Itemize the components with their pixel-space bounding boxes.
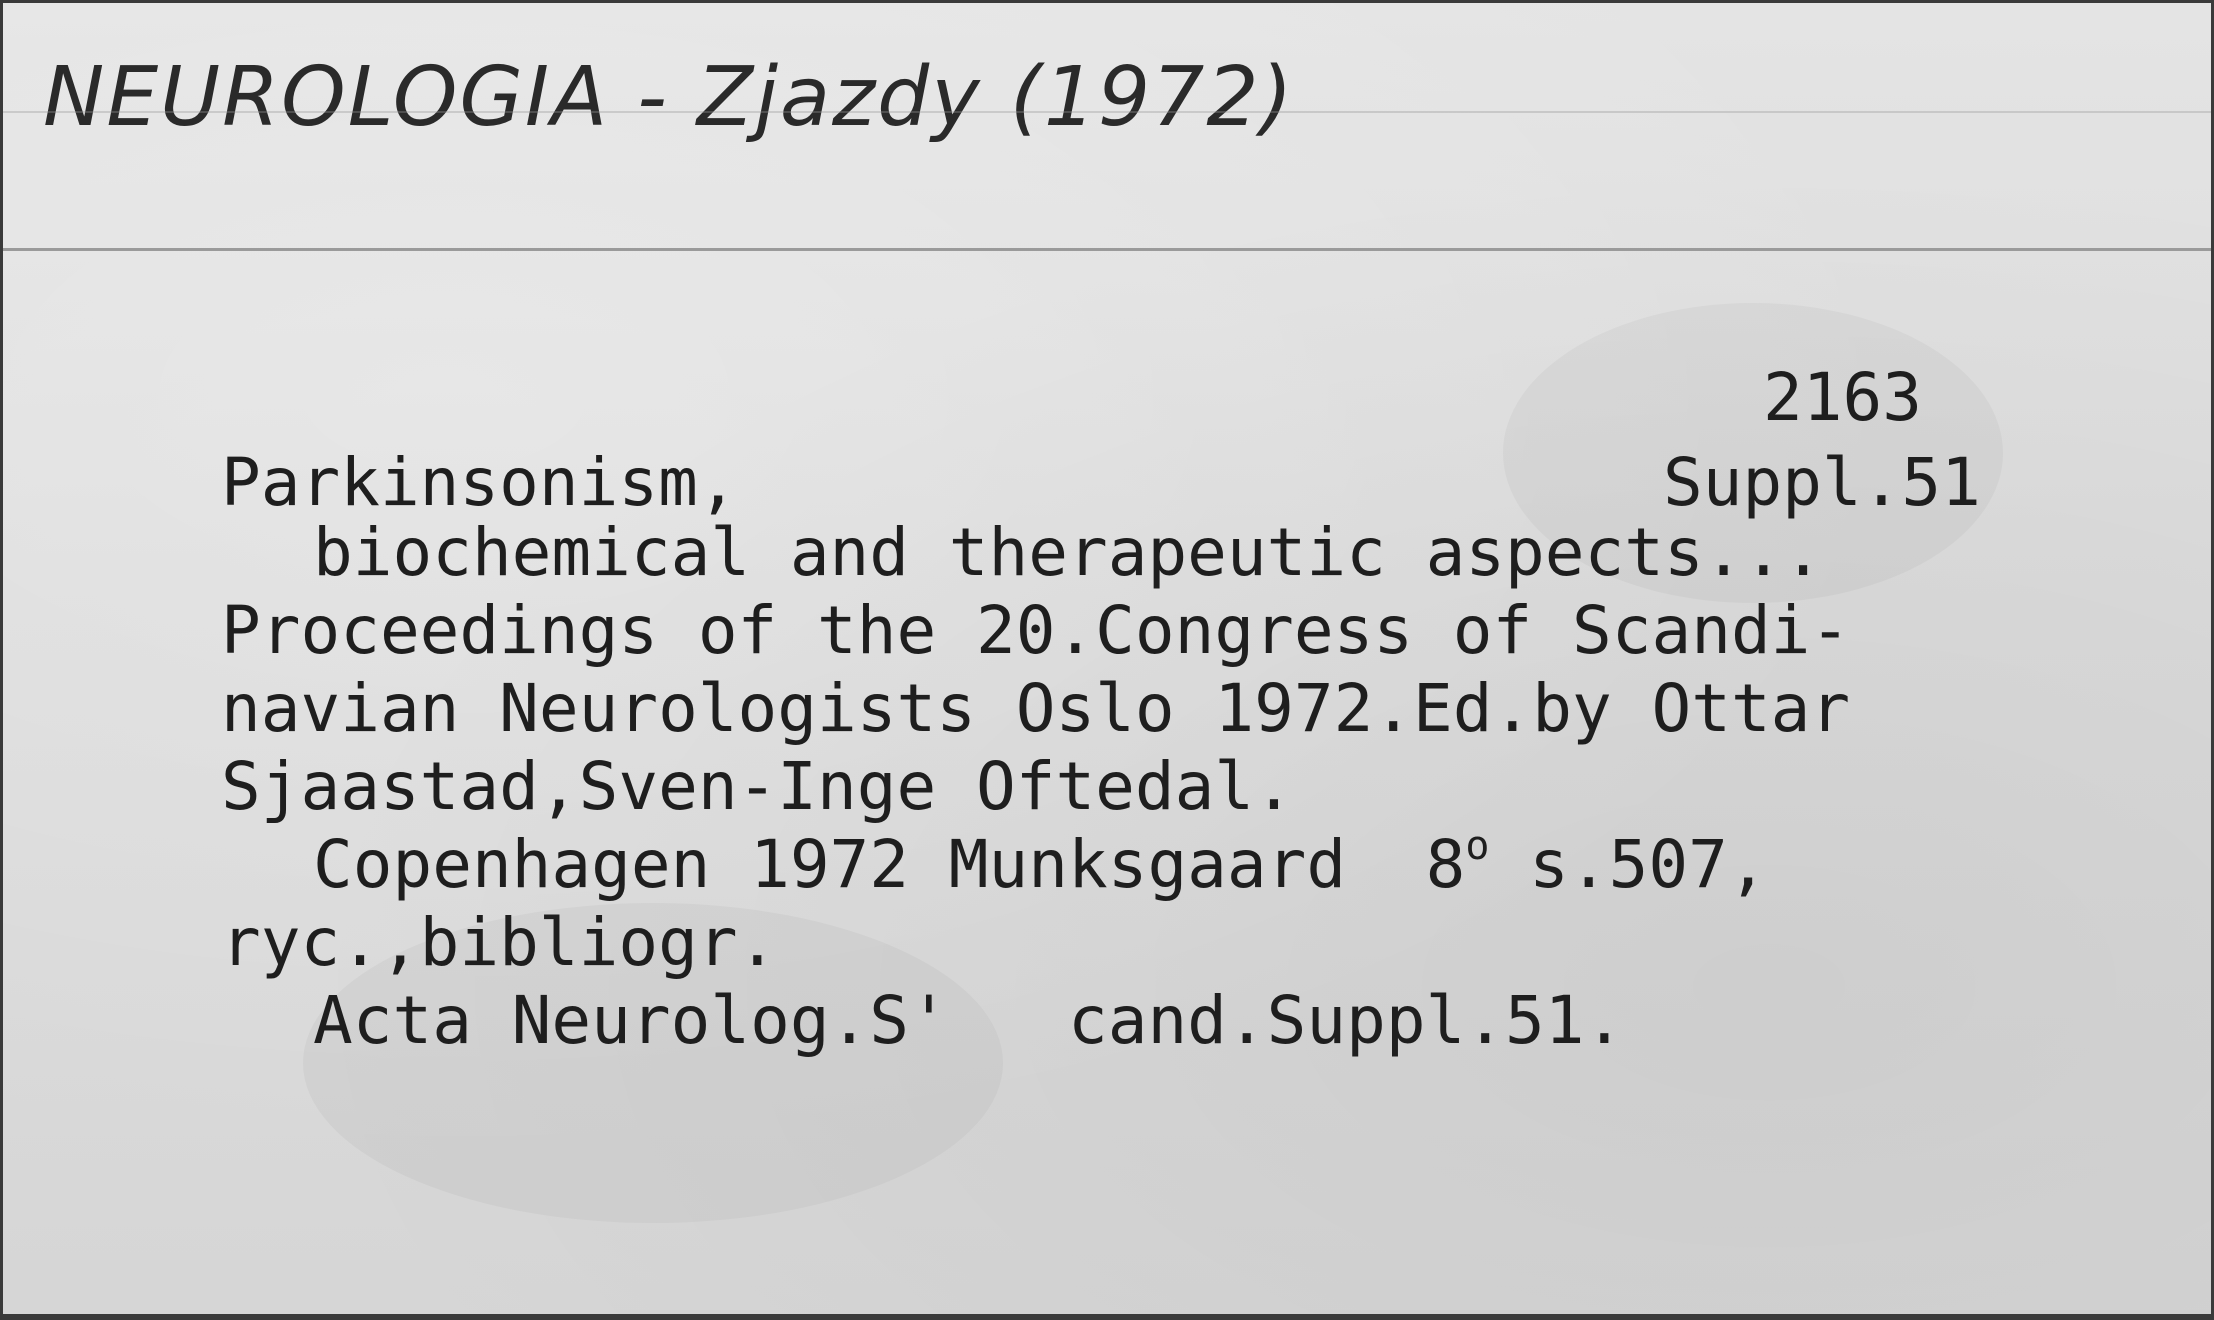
- entry-subtitle: biochemical and therapeutic aspects...: [313, 514, 1823, 591]
- bibliographic-entry: [3, 3, 2211, 1314]
- entry-line-proceedings: Proceedings of the 20.Congress of Scandi-: [221, 592, 1851, 669]
- format-degree: o: [1465, 823, 1490, 869]
- entry-line-congress: navian Neurologists Oslo 1972.Ed.by Ottar: [221, 670, 1851, 747]
- pagination: s.507,: [1489, 826, 1768, 903]
- series-reference: Suppl.51: [1663, 444, 1981, 521]
- imprint-line: [313, 825, 1768, 914]
- call-number: 2163: [1763, 359, 1922, 436]
- series-statement: Acta Neurolog.S' cand.Suppl.51.: [313, 982, 1625, 1059]
- imprint-text: Copenhagen 1972 Munksgaard 8: [313, 826, 1466, 903]
- entry-title: Parkinsonism,: [221, 444, 738, 521]
- subject-heading: NEUROLOGIA - Zjazdy (1972): [43, 50, 1295, 145]
- entry-line-editors: Sjaastad,Sven-Inge Oftedal.: [221, 748, 1294, 825]
- entry-line-illustrations: ryc.,bibliogr.: [221, 904, 778, 981]
